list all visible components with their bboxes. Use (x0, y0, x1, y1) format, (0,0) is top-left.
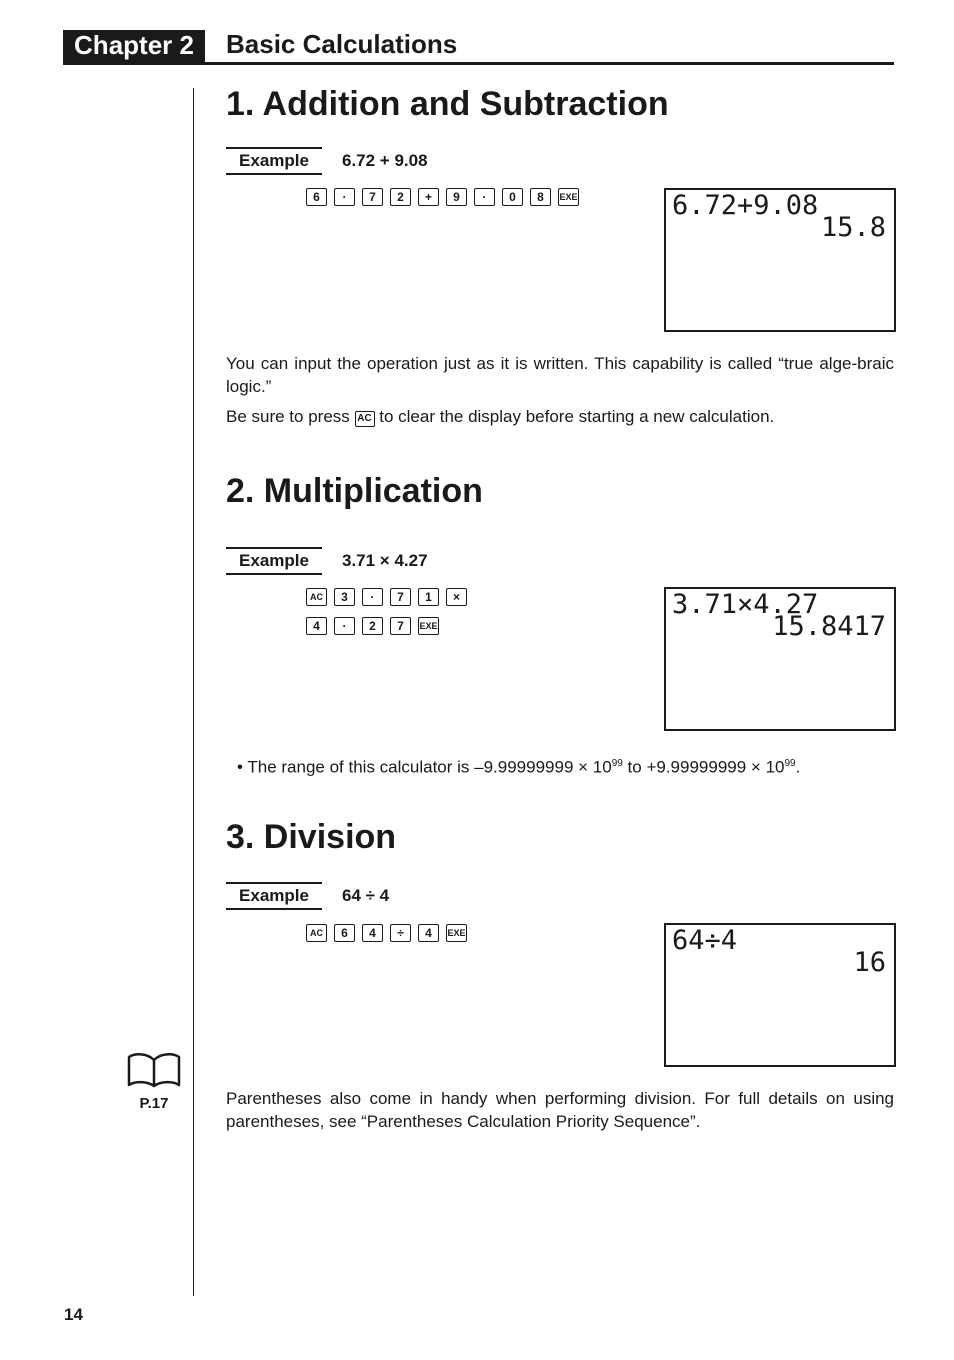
key: + (418, 188, 439, 206)
key: 0 (502, 188, 523, 206)
calculator-screen (664, 587, 896, 731)
margin-rule (193, 88, 194, 1296)
screen-input-line: 64÷4 (672, 925, 738, 956)
screen-result-line: 15.8 (820, 212, 886, 243)
key: EXE (418, 617, 439, 635)
key-sequence (306, 924, 467, 942)
key: 2 (362, 617, 383, 635)
page-number: 14 (64, 1305, 83, 1324)
text: Be sure to press (226, 407, 350, 426)
paragraph (226, 405, 894, 428)
chapter-title: Basic Calculations (226, 29, 458, 59)
text: . (795, 757, 801, 777)
exponent: 99 (611, 758, 623, 769)
exponent: 99 (784, 758, 796, 769)
text: • The range of this calculator is –9.99999999 × 10 (237, 757, 612, 777)
key: · (334, 188, 355, 206)
text: to +9.99999999 × 10 (622, 757, 785, 777)
section-heading-division: 3. Division (226, 818, 397, 856)
example-expression: 6.72 + 9.08 (342, 151, 428, 170)
paragraph: You can input the operation just as it is written. This capability is called “true alge-braic logic.” (226, 354, 894, 396)
ac-key: AC (355, 411, 375, 427)
open-book-icon (127, 1052, 181, 1088)
key: · (334, 617, 355, 635)
key-sequence (306, 617, 439, 635)
example-label: Example (226, 882, 322, 910)
calculator-screen (664, 923, 896, 1067)
key: 9 (446, 188, 467, 206)
key-sequence (306, 188, 579, 206)
calculator-screen (664, 188, 896, 332)
key: 6 (306, 188, 327, 206)
range-note (237, 752, 800, 779)
key: · (362, 588, 383, 606)
chapter-header (63, 30, 894, 65)
key: EXE (446, 924, 467, 942)
key: × (446, 588, 467, 606)
screen-result-line: 16 (853, 947, 886, 978)
key: 7 (390, 588, 411, 606)
key: 6 (334, 924, 355, 942)
page-reference (127, 1052, 181, 1112)
example-expression: 3.71 × 4.27 (342, 551, 428, 570)
key: 2 (390, 188, 411, 206)
text: to clear the display before starting a new calculation. (379, 407, 775, 426)
key: 1 (418, 588, 439, 606)
paragraph: Parentheses also come in handy when performing division. For full details on using parentheses, see “Parentheses Calculation Priority Sequence”. (226, 1089, 894, 1131)
key: ÷ (390, 924, 411, 942)
screen-result-line: 15.8417 (772, 611, 886, 642)
key: 8 (530, 188, 551, 206)
section-heading-multiplication: 2. Multiplication (226, 472, 483, 510)
key: 7 (362, 188, 383, 206)
key-sequence (306, 588, 467, 606)
key: EXE (558, 188, 579, 206)
key: 4 (362, 924, 383, 942)
screen-input-line: 3.71×4.27 (672, 589, 819, 620)
example-label: Example (226, 547, 322, 575)
key: 3 (334, 588, 355, 606)
key: · (474, 188, 495, 206)
chapter-tab: Chapter 2 (63, 30, 205, 62)
reference-label: P.17 (139, 1095, 169, 1112)
key: 4 (306, 617, 327, 635)
key: AC (306, 924, 327, 942)
example-expression: 64 ÷ 4 (342, 886, 390, 905)
key: AC (306, 588, 327, 606)
section-heading-addition: 1. Addition and Subtraction (226, 85, 669, 123)
key: 7 (390, 617, 411, 635)
example-label: Example (226, 147, 322, 175)
screen-input-line: 6.72+9.08 (672, 190, 819, 221)
key: 4 (418, 924, 439, 942)
